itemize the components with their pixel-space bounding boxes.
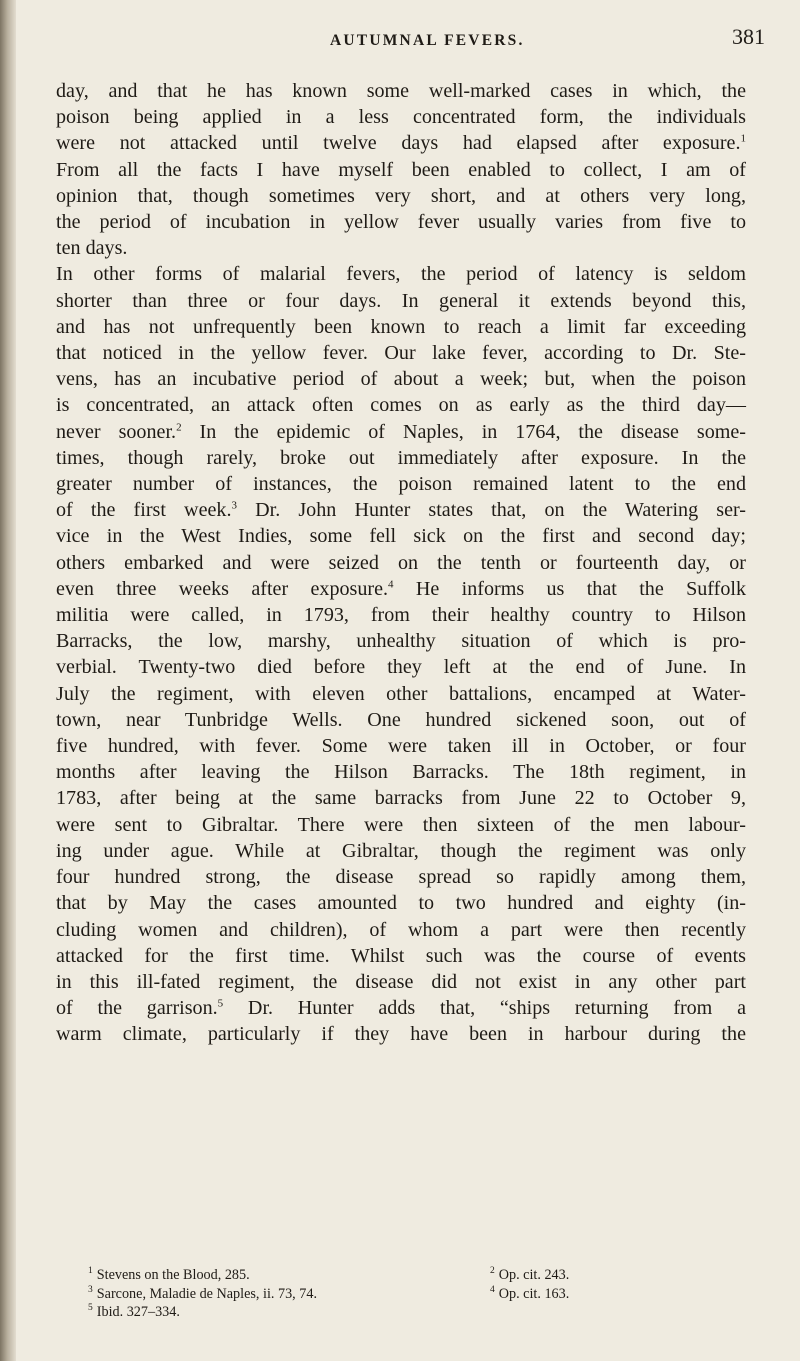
text-segment: even three weeks after exposure. <box>56 577 389 600</box>
text-line <box>56 602 746 628</box>
text-segment: poison being applied in a less concentrated form, the individuals <box>56 106 746 129</box>
text-segment: in this ill-fated regiment, the disease did not exist in any other part <box>56 970 746 993</box>
text-segment: town, near Tunbridge Wells. One hundred sickened soon, out of <box>56 708 746 731</box>
text-segment: day, and that he has known some well-marked cases in which, the <box>56 80 746 102</box>
text-line <box>56 314 746 340</box>
text-line <box>56 419 746 445</box>
text-line <box>56 130 746 156</box>
text-line <box>56 104 746 130</box>
text-line <box>56 733 746 759</box>
text-segment: shorter than three or four days. In general it extends beyond this, <box>56 289 746 312</box>
footnote <box>88 1266 490 1285</box>
footnote-text: Ibid. 327–334. <box>96 1304 180 1321</box>
text-segment: and has not unfrequently been known to reach a limit far exceeding <box>56 315 746 338</box>
text-segment: July the regiment, with eleven other battalions, encamped at Water- <box>56 682 746 705</box>
text-line <box>56 812 746 838</box>
footnote <box>88 1285 490 1304</box>
text-segment: that noticed in the yellow fever. Our lake fever, according to Dr. Ste- <box>56 342 746 365</box>
text-line <box>56 707 746 733</box>
text-segment: verbial. Twenty-two died before they left at the end of June. In <box>56 656 746 679</box>
book-binding-edge <box>0 0 16 1361</box>
text-line <box>56 183 746 209</box>
running-head: AUTUMNAL FEVERS. <box>330 32 525 49</box>
text-line <box>56 576 746 602</box>
text-line <box>56 917 746 943</box>
text-segment: vens, has an incubative period of about a week; but, when the poison <box>56 368 746 391</box>
text-line <box>56 261 746 287</box>
text-segment: Barracks, the low, marshy, unhealthy situation of which is pro- <box>56 630 746 653</box>
footnote-number: 2 <box>490 1266 495 1277</box>
text-line <box>56 550 746 576</box>
footnote <box>490 1303 748 1322</box>
text-segment: times, though rarely, broke out immediately after exposure. In the <box>56 446 746 469</box>
text-segment: ing under ague. While at Gibraltar, though the regiment was only <box>56 839 746 862</box>
footnote-text: Sarcone, Maladie de Naples, ii. 73, 74. <box>96 1285 317 1302</box>
text-segment: From all the facts I have myself been enabled to collect, I am of <box>56 158 746 181</box>
text-segment: opinion that, though sometimes very short, and at others very long, <box>56 184 746 207</box>
text-line <box>56 288 746 314</box>
text-segment: ten days. <box>56 237 128 260</box>
footnote-number: 4 <box>490 1284 495 1295</box>
footnote-ref: 2 <box>176 420 182 433</box>
text-line <box>56 209 746 235</box>
footnote-ref: 3 <box>231 499 237 512</box>
text-segment: In the epidemic of Naples, in 1764, the disease some- <box>181 420 746 443</box>
footnote-number: 5 <box>88 1303 93 1314</box>
text-segment: 1783, after being at the same barracks from June 22 to October 9, <box>56 787 746 810</box>
text-line <box>56 890 746 916</box>
text-line <box>56 471 746 497</box>
footnote <box>490 1285 748 1304</box>
text-line <box>56 78 746 104</box>
text-line <box>56 864 746 890</box>
text-line <box>56 366 746 392</box>
footnote-ref: 1 <box>740 132 746 145</box>
text-line <box>56 759 746 785</box>
text-segment: never sooner. <box>56 420 177 443</box>
footnote <box>88 1303 490 1322</box>
footnote-number: 3 <box>88 1284 93 1295</box>
text-segment: greater number of instances, the poison remained latent to the end <box>56 473 746 496</box>
text-segment: is concentrated, an attack often comes on as early as the third day— <box>56 394 746 417</box>
text-line <box>56 628 746 654</box>
text-line <box>56 445 746 471</box>
text-line <box>56 969 746 995</box>
footnote-row <box>88 1285 748 1304</box>
text-segment: Dr. Hunter adds that, “ships returning from a <box>223 997 746 1020</box>
text-line <box>56 157 746 183</box>
text-segment: were sent to Gibraltar. There were then sixteen of the men labour- <box>56 813 746 836</box>
text-line <box>56 995 746 1021</box>
text-segment: He informs us that the Suffolk <box>393 577 747 600</box>
text-segment: Dr. John Hunter states that, on the Watering ser- <box>236 499 746 522</box>
text-line <box>56 497 746 523</box>
text-line <box>56 785 746 811</box>
text-segment: others embarked and were seized on the tenth or fourteenth day, or <box>56 551 746 574</box>
page-header <box>0 18 800 58</box>
footnote-text: Op. cit. 163. <box>498 1285 570 1302</box>
text-segment: months after leaving the Hilson Barracks. The 18th regiment, in <box>56 761 746 784</box>
text-line <box>56 838 746 864</box>
body-text <box>56 78 746 1048</box>
footnote-ref: 5 <box>217 997 224 1010</box>
footnote-row <box>88 1266 748 1285</box>
text-line <box>56 654 746 680</box>
text-line <box>56 340 746 366</box>
text-line <box>56 681 746 707</box>
text-segment: cluding women and children), of whom a part were then recently <box>56 918 746 941</box>
text-segment: were not attacked until twelve days had elapsed after exposure. <box>56 132 741 155</box>
footnote-number: 1 <box>88 1266 93 1277</box>
text-segment: warm climate, particularly if they have been in harbour during the <box>56 1023 746 1046</box>
text-line <box>56 943 746 969</box>
text-segment: militia were called, in 1793, from their healthy country to Hilson <box>56 604 746 627</box>
text-segment: attacked for the first time. Whilst such was the course of events <box>56 944 746 967</box>
footnote-row <box>88 1303 748 1322</box>
text-segment: four hundred strong, the disease spread so rapidly among them, <box>56 866 746 889</box>
text-line <box>56 392 746 418</box>
text-segment: that by May the cases amounted to two hundred and eighty (in- <box>56 892 746 915</box>
footnote-text: Stevens on the Blood, 285. <box>96 1267 250 1283</box>
text-segment: the period of incubation in yellow fever usually varies from five to <box>56 211 746 234</box>
text-segment: of the first week. <box>56 499 232 522</box>
footnote-ref: 4 <box>388 578 394 591</box>
text-line <box>56 523 746 549</box>
footnote-text: Op. cit. 243. <box>498 1267 570 1283</box>
footnote <box>490 1266 748 1285</box>
text-segment: vice in the West Indies, some fell sick on the first and second day; <box>56 525 746 548</box>
page-number: 381 <box>732 24 765 49</box>
text-line <box>56 1021 746 1047</box>
text-segment: In other forms of malarial fevers, the period of latency is seldom <box>56 263 746 286</box>
text-segment: of the garrison. <box>56 997 218 1020</box>
text-line <box>56 235 746 261</box>
footnotes <box>88 1266 748 1322</box>
text-segment: five hundred, with fever. Some were taken ill in October, or four <box>56 735 746 758</box>
